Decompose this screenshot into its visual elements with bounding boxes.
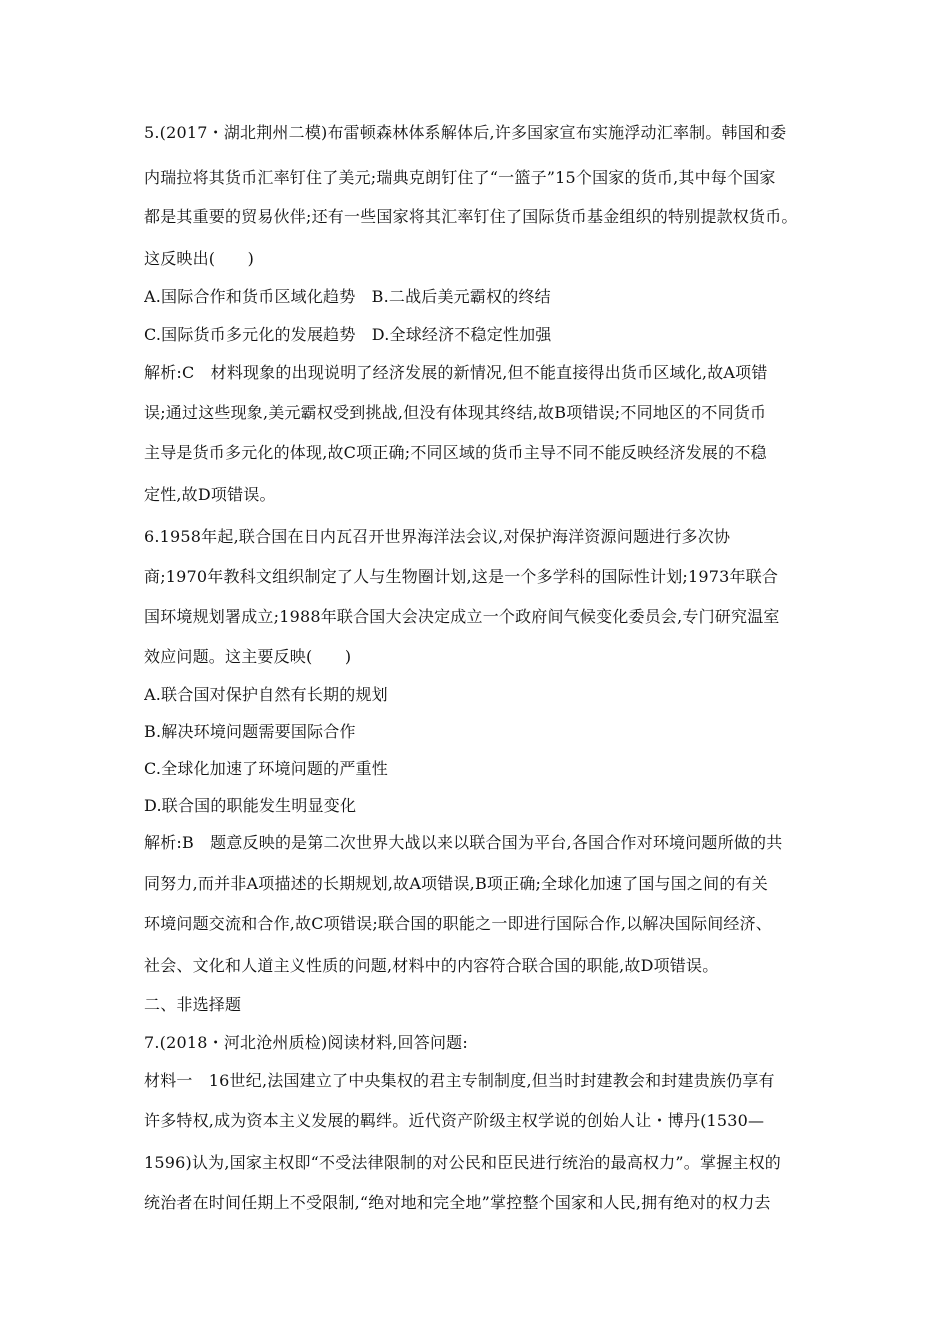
- q6-option-c: C.全球化加速了环境问题的严重性: [144, 759, 388, 778]
- q5-analysis-line-3: 主导是货币多元化的体现,故C项正确;不同区域的货币主导不同不能反映经济发展的不稳: [144, 443, 767, 462]
- q5-stem-line-4: 这反映出( ): [144, 249, 255, 268]
- q5-analysis-line-1: 解析:C 材料现象的出现说明了经济发展的新情况,但不能直接得出货币区域化,故A项错: [144, 363, 768, 382]
- q6-analysis-line-3: 环境问题交流和合作,故C项错误;联合国的职能之一即进行国际合作,以解决国际间经济、: [144, 914, 773, 933]
- q5-options-ab: A.国际合作和货币区域化趋势 B.二战后美元霸权的终结: [144, 287, 551, 306]
- q6-option-a: A.联合国对保护自然有长期的规划: [144, 685, 388, 704]
- q6-analysis-line-2: 同努力,而并非A项描述的长期规划,故A项错误,B项正确;全球化加速了国与国之间的有关: [144, 874, 768, 893]
- section-heading-non-choice: 二、非选择题: [144, 995, 242, 1014]
- q7-material-1-line-4: 统治者在时间任期上不受限制,“绝对地和完全地”掌控整个国家和人民,拥有绝对的权力去: [144, 1193, 771, 1212]
- q6-analysis-line-4: 社会、文化和人道主义性质的问题,材料中的内容符合联合国的职能,故D项错误。: [144, 956, 719, 975]
- q7-material-1-line-3: 1596)认为,国家主权即“不受法律限制的对公民和臣民进行统治的最高权力”。掌握主权的: [144, 1153, 782, 1172]
- q5-stem-line-1: 5.(2017・湖北荆州二模)布雷顿森林体系解体后,许多国家宣布实施浮动汇率制。韩国和委: [144, 123, 787, 142]
- q7-material-1-line-2: 许多特权,成为资本主义发展的羁绊。近代资产阶级主权学说的创始人让・博丹(1530—: [144, 1111, 765, 1130]
- q6-option-b: B.解决环境问题需要国际合作: [144, 722, 356, 741]
- q5-stem-line-3: 都是其重要的贸易伙伴;还有一些国家将其汇率钉住了国际货币基金组织的特别提款权货币。: [144, 207, 798, 226]
- q5-analysis-line-4: 定性,故D项错误。: [144, 485, 276, 504]
- q7-material-1-line-1: 材料一 16世纪,法国建立了中央集权的君主专制制度,但当时封建教会和封建贵族仍享有: [144, 1071, 775, 1090]
- q6-stem-line-3: 国环境规划署成立;1988年联合国大会决定成立一个政府间气候变化委员会,专门研究温室: [144, 607, 780, 626]
- q7-stem: 7.(2018・河北沧州质检)阅读材料,回答问题:: [144, 1033, 468, 1052]
- q5-stem-line-2: 内瑞拉将其货币汇率钉住了美元;瑞典克朗钉住了“一篮子”15个国家的货币,其中每个国家: [144, 168, 776, 187]
- q6-stem-line-4: 效应问题。这主要反映( ): [144, 647, 352, 666]
- q6-stem-line-2: 商;1970年教科文组织制定了人与生物圈计划,这是一个多学科的国际性计划;1973年联合: [144, 567, 779, 586]
- q5-analysis-line-2: 误;通过这些现象,美元霸权受到挑战,但没有体现其终结,故B项错误;不同地区的不同货币: [144, 403, 767, 422]
- q5-options-cd: C.国际货币多元化的发展趋势 D.全球经济不稳定性加强: [144, 325, 552, 344]
- q6-stem-line-1: 6.1958年起,联合国在日内瓦召开世界海洋法会议,对保护海洋资源问题进行多次协: [144, 527, 731, 546]
- q6-option-d: D.联合国的职能发生明显变化: [144, 796, 357, 815]
- q6-analysis-line-1: 解析:B 题意反映的是第二次世界大战以来以联合国为平台,各国合作对环境问题所做的共: [144, 833, 783, 852]
